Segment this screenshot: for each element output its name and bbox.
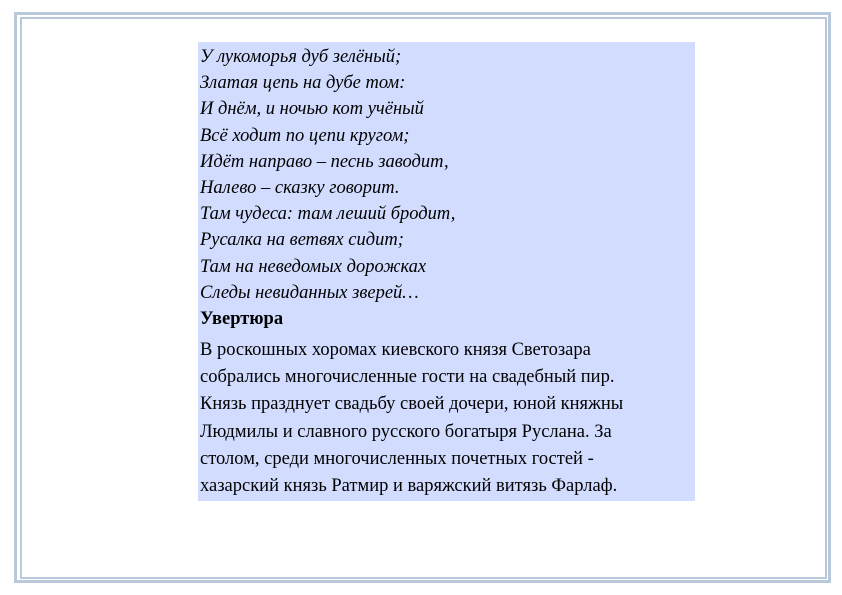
poem-line: Златая цепь на дубе том: <box>200 73 406 94</box>
section-paragraph <box>200 337 695 500</box>
paragraph-line: Князь празднует свадьбу своей дочери, юной княжны <box>200 394 624 415</box>
poem-line: Налево – сказку говорит. <box>200 178 400 199</box>
poem-line: И днём, и ночью кот учёный <box>200 99 424 120</box>
poem-line: У лукоморья дуб зелёный; <box>200 47 402 67</box>
paragraph-line: В роскошных хоромах киевского князя Светозара <box>200 340 591 361</box>
poem-line: Идёт направо – песнь заводит, <box>200 151 449 172</box>
paragraph-line: хазарский князь Ратмир и варяжский витязь Фарлаф. <box>200 476 618 497</box>
poem-line: Там чудеса: там леший бродит, <box>200 204 456 225</box>
paragraph-line: собрались многочисленные гости на свадебный пир. <box>200 367 615 388</box>
paragraph-line: столом, среди многочисленных почетных гостей - <box>200 448 594 469</box>
text-box <box>198 42 695 501</box>
poem-line: Следы невиданных зверей… <box>200 282 419 303</box>
section-heading: Увертюра <box>200 309 284 330</box>
paragraph-line: Людмилы и славного русского богатыря Руслана. За <box>200 421 612 442</box>
poem-line: Русалка на ветвях сидит; <box>200 230 404 251</box>
poem-line: Всё ходит по цепи кругом; <box>200 125 410 146</box>
poem-line: Там на неведомых дорожках <box>200 256 427 277</box>
poem <box>200 44 695 306</box>
